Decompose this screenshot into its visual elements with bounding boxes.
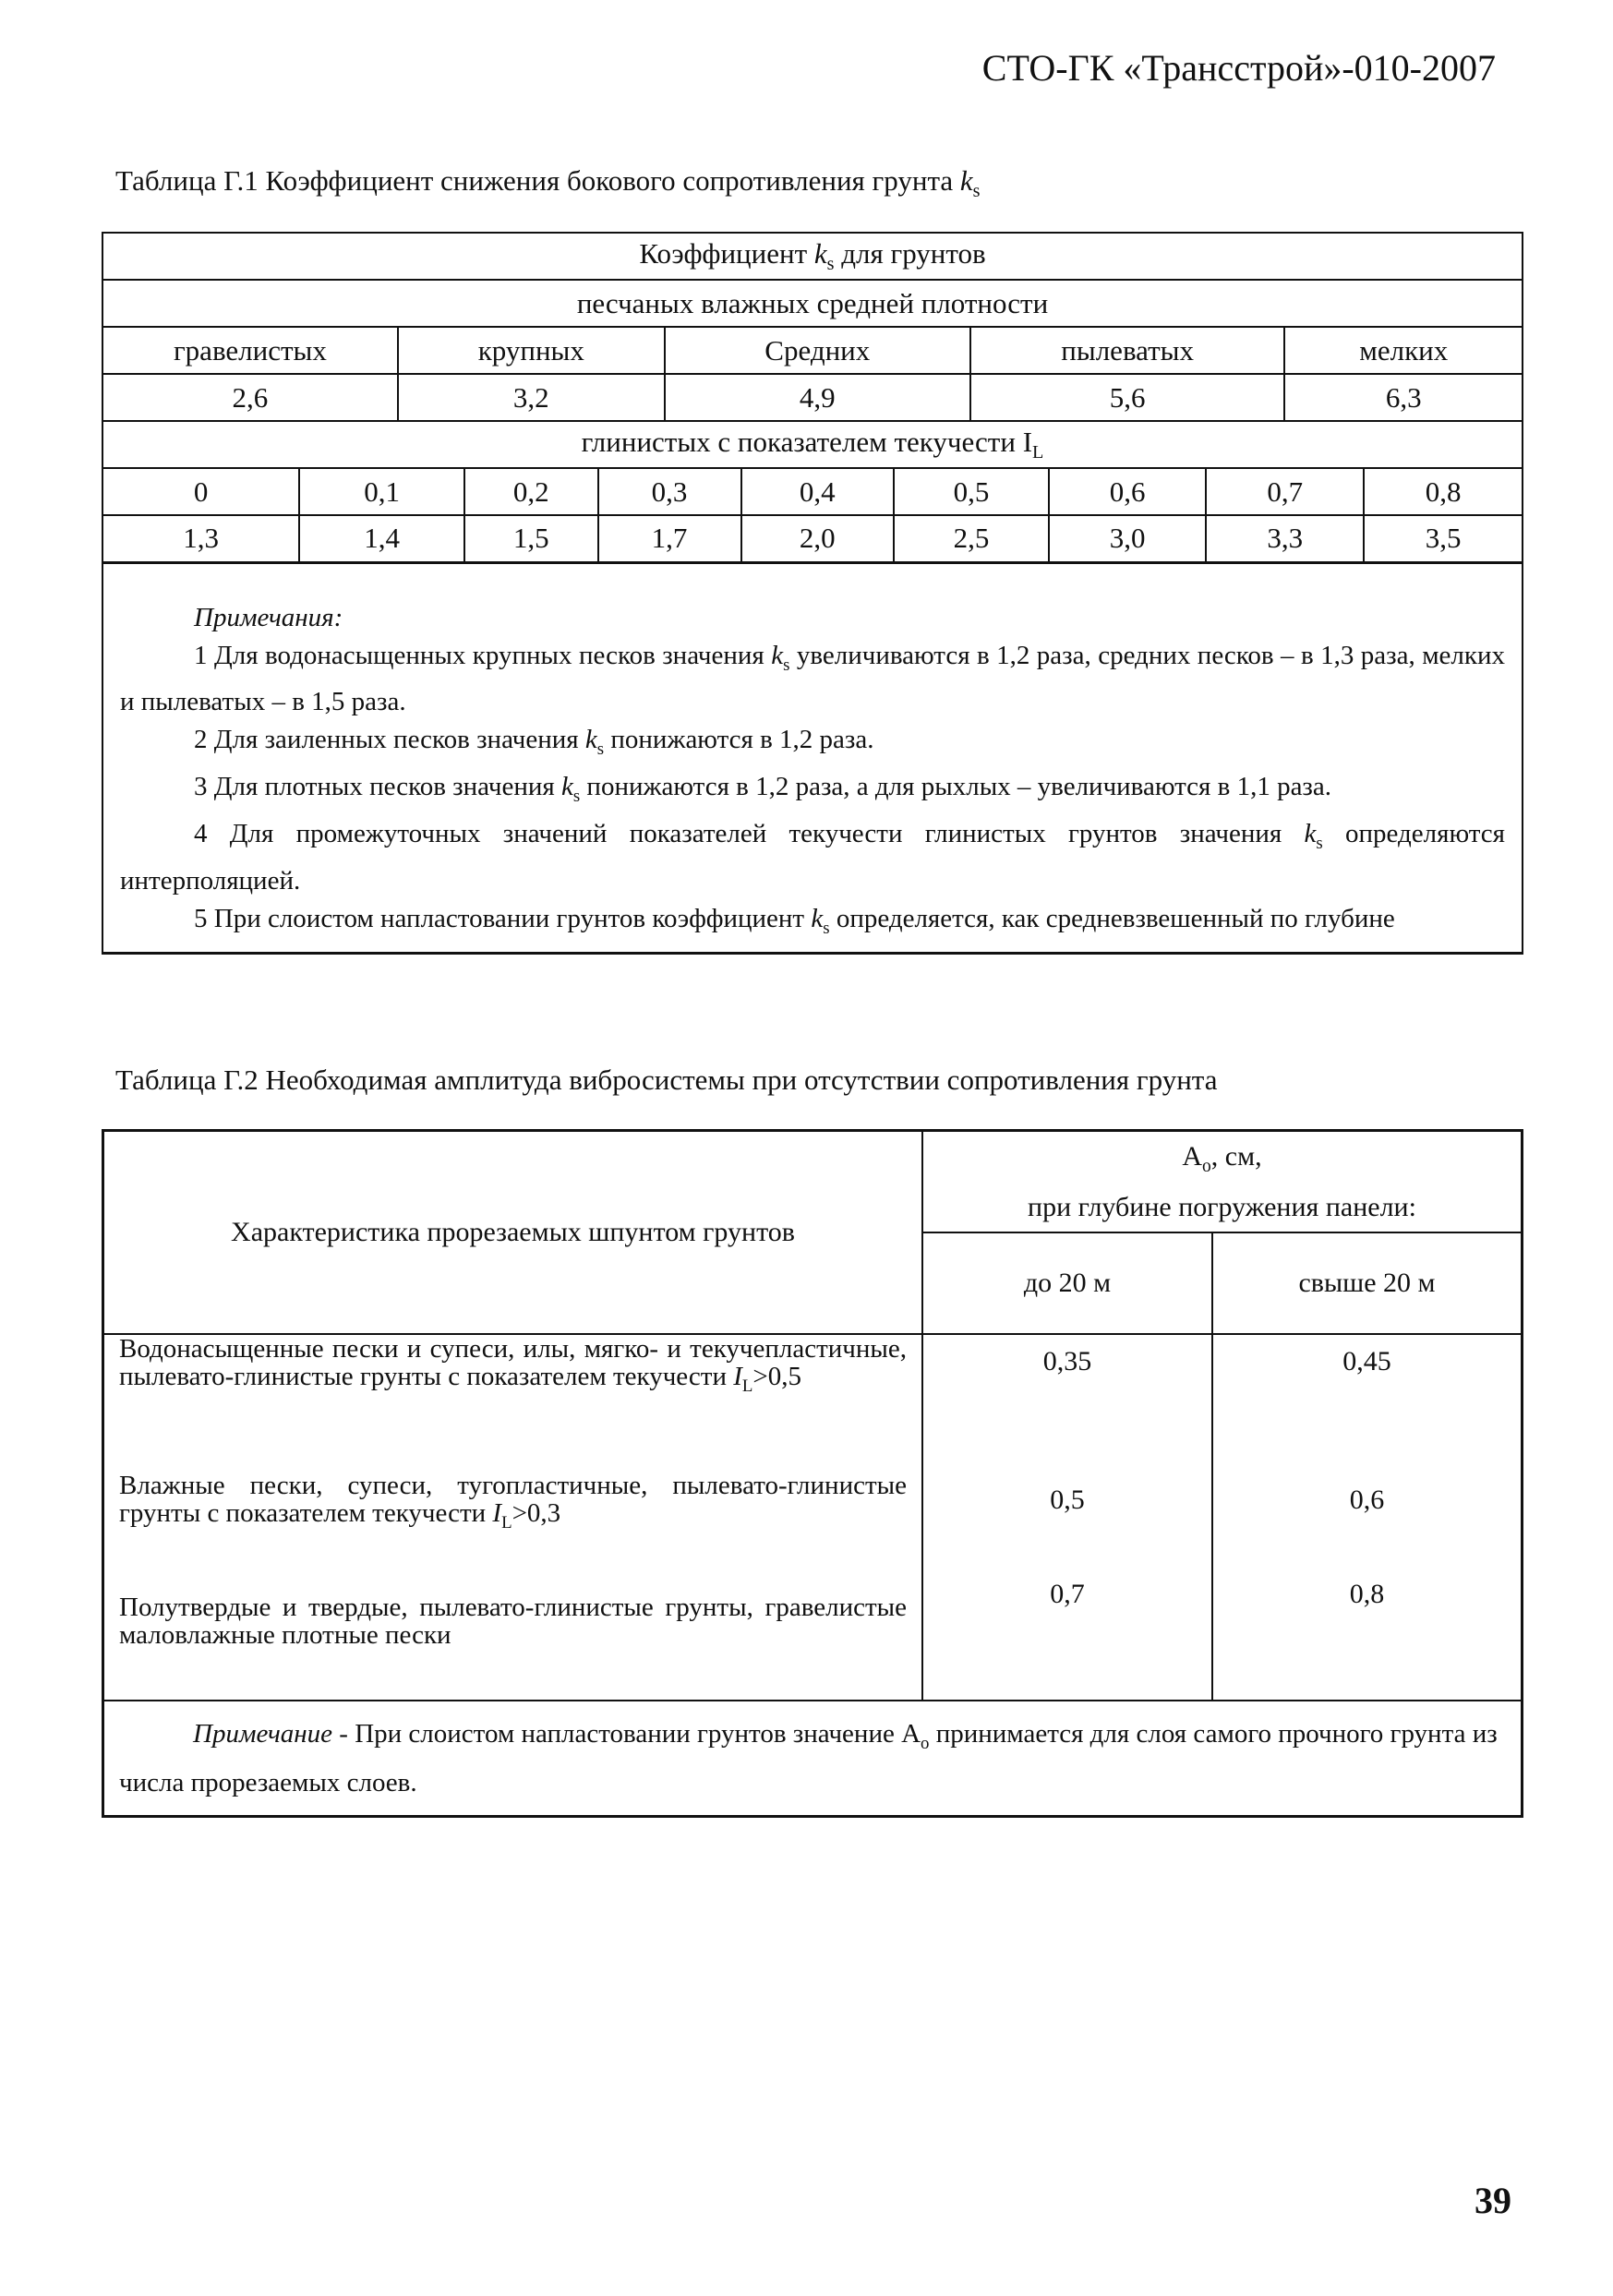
table-row bbox=[103, 1334, 1523, 1472]
note-item: 2 Для заиленных песков значения $k_s$ понижаются в 1,2 раза. bbox=[194, 725, 874, 760]
table-row bbox=[103, 1472, 1523, 1571]
clay-value-cell: 3,0 bbox=[1049, 515, 1206, 562]
clay-il-cell: 0,8 bbox=[1364, 468, 1523, 515]
sand-type-cell: гравелистых bbox=[102, 327, 398, 374]
clay-il-cell: 0,6 bbox=[1049, 468, 1206, 515]
sand-value-cell: 5,6 bbox=[970, 374, 1285, 421]
note-item: 4 Для промежуточных значений показателей текучести глинистых грунтов значения $k_s$ определяются интерполяцией. bbox=[120, 818, 1505, 896]
sand-value-cell: 3,2 bbox=[398, 374, 665, 421]
amplitude-over20: 0,6 bbox=[1212, 1472, 1523, 1571]
clay-il-cell: 0,7 bbox=[1206, 468, 1364, 515]
amplitude-upto20: 0,35 bbox=[922, 1334, 1212, 1472]
clay-value-cell: 1,4 bbox=[299, 515, 464, 562]
sand-value-cell: 4,9 bbox=[665, 374, 970, 421]
page-number: 39 bbox=[1475, 2180, 1511, 2221]
table2-vibration-amplitude bbox=[102, 1129, 1523, 1818]
clay-il-cell: 0 bbox=[102, 468, 299, 515]
note-item: 5 При слоистом напластовании грунтов коэффициент $k_s$ определяется, как средневзвешенный по глубине bbox=[194, 903, 1395, 938]
note-item: 3 Для плотных песков значения $k_s$ понижаются в 1,2 раза, а для рыхлых – увеличиваются в 1,1 раза. bbox=[194, 772, 1332, 806]
table1-notes bbox=[102, 562, 1523, 954]
clay-il-cell: 0,1 bbox=[299, 468, 464, 515]
sand-value-cell: 2,6 bbox=[102, 374, 398, 421]
clay-value-cell: 1,3 bbox=[102, 515, 299, 562]
clay-value-cell: 2,5 bbox=[894, 515, 1049, 562]
table1-caption: Таблица Г.1 Коэффициент снижения бокового сопротивления грунта $k_s$ bbox=[115, 164, 981, 202]
table1-clay-header: глинистых с показателем текучести $I_L$ bbox=[102, 421, 1523, 468]
soil-description: Водонасыщенные пески и супеси, илы, мягко- и текучепластичные, пылевато-глинистые грунты с показателем текучести $I_L>0,5$ bbox=[103, 1334, 923, 1472]
clay-il-cell: 0,4 bbox=[741, 468, 895, 515]
table-row bbox=[103, 1571, 1523, 1701]
amplitude-over20: 0,8 bbox=[1212, 1571, 1523, 1701]
table1-soil-coefficient bbox=[102, 232, 1523, 955]
sand-type-cell: Средних bbox=[665, 327, 970, 374]
sand-type-cell: мелких bbox=[1284, 327, 1523, 374]
sand-value-cell: 6,3 bbox=[1284, 374, 1523, 421]
clay-il-cell: 0,5 bbox=[894, 468, 1049, 515]
table2-sub-header-over20: свыше 20 м bbox=[1212, 1232, 1523, 1334]
table2-sub-header-upto20: до 20 м bbox=[922, 1232, 1212, 1334]
table2-caption: Таблица Г.2 Необходимая амплитуда вибросистемы при отсутствии сопротивления грунта bbox=[115, 1064, 1218, 1096]
table2-note: Примечание - При слоистом напластовании грунтов значение $A_o$ принимается для слоя самого прочного грунта из числа прорезаемых слоев. bbox=[103, 1701, 1523, 1816]
document-code: СТО-ГК «Трансстрой»-010-2007 bbox=[981, 47, 1496, 89]
sand-type-cell: крупных bbox=[398, 327, 665, 374]
clay-value-cell: 1,7 bbox=[598, 515, 741, 562]
notes-heading: Примечания: bbox=[194, 602, 343, 632]
clay-il-cell: 0,3 bbox=[598, 468, 741, 515]
table1-sand-header: песчаных влажных средней плотности bbox=[102, 280, 1523, 327]
clay-il-cell: 0,2 bbox=[464, 468, 597, 515]
amplitude-upto20: 0,5 bbox=[922, 1472, 1212, 1571]
table2-ao-header: $A_o$, см, при глубине погружения панели: bbox=[922, 1131, 1523, 1233]
clay-value-cell: 2,0 bbox=[741, 515, 895, 562]
clay-value-cell: 3,3 bbox=[1206, 515, 1364, 562]
table1-title: Коэффициент $k_s$ для грунтов bbox=[102, 233, 1523, 280]
soil-description: Полутвердые и твердые, пылевато-глинистые грунты, гравелистые маловлажные плотные пески bbox=[103, 1571, 923, 1701]
sand-type-cell: пылеватых bbox=[970, 327, 1285, 374]
amplitude-over20: 0,45 bbox=[1212, 1334, 1523, 1472]
soil-description: Влажные пески, супеси, тугопластичные, пылевато-глинистые грунты с показателем текучести $I_L>0,3$ bbox=[103, 1472, 923, 1571]
clay-value-cell: 1,5 bbox=[464, 515, 597, 562]
note-item: 1 Для водонасыщенных крупных песков значения $k_s$ увеличиваются в 1,2 раза, средних песков – в 1,3 раза, мелких и пылеватых – в 1,5 раза. bbox=[120, 640, 1505, 717]
amplitude-upto20: 0,7 bbox=[922, 1571, 1212, 1701]
table2-col1-header: Характеристика прорезаемых шпунтом грунтов bbox=[103, 1131, 923, 1335]
clay-value-cell: 3,5 bbox=[1364, 515, 1523, 562]
